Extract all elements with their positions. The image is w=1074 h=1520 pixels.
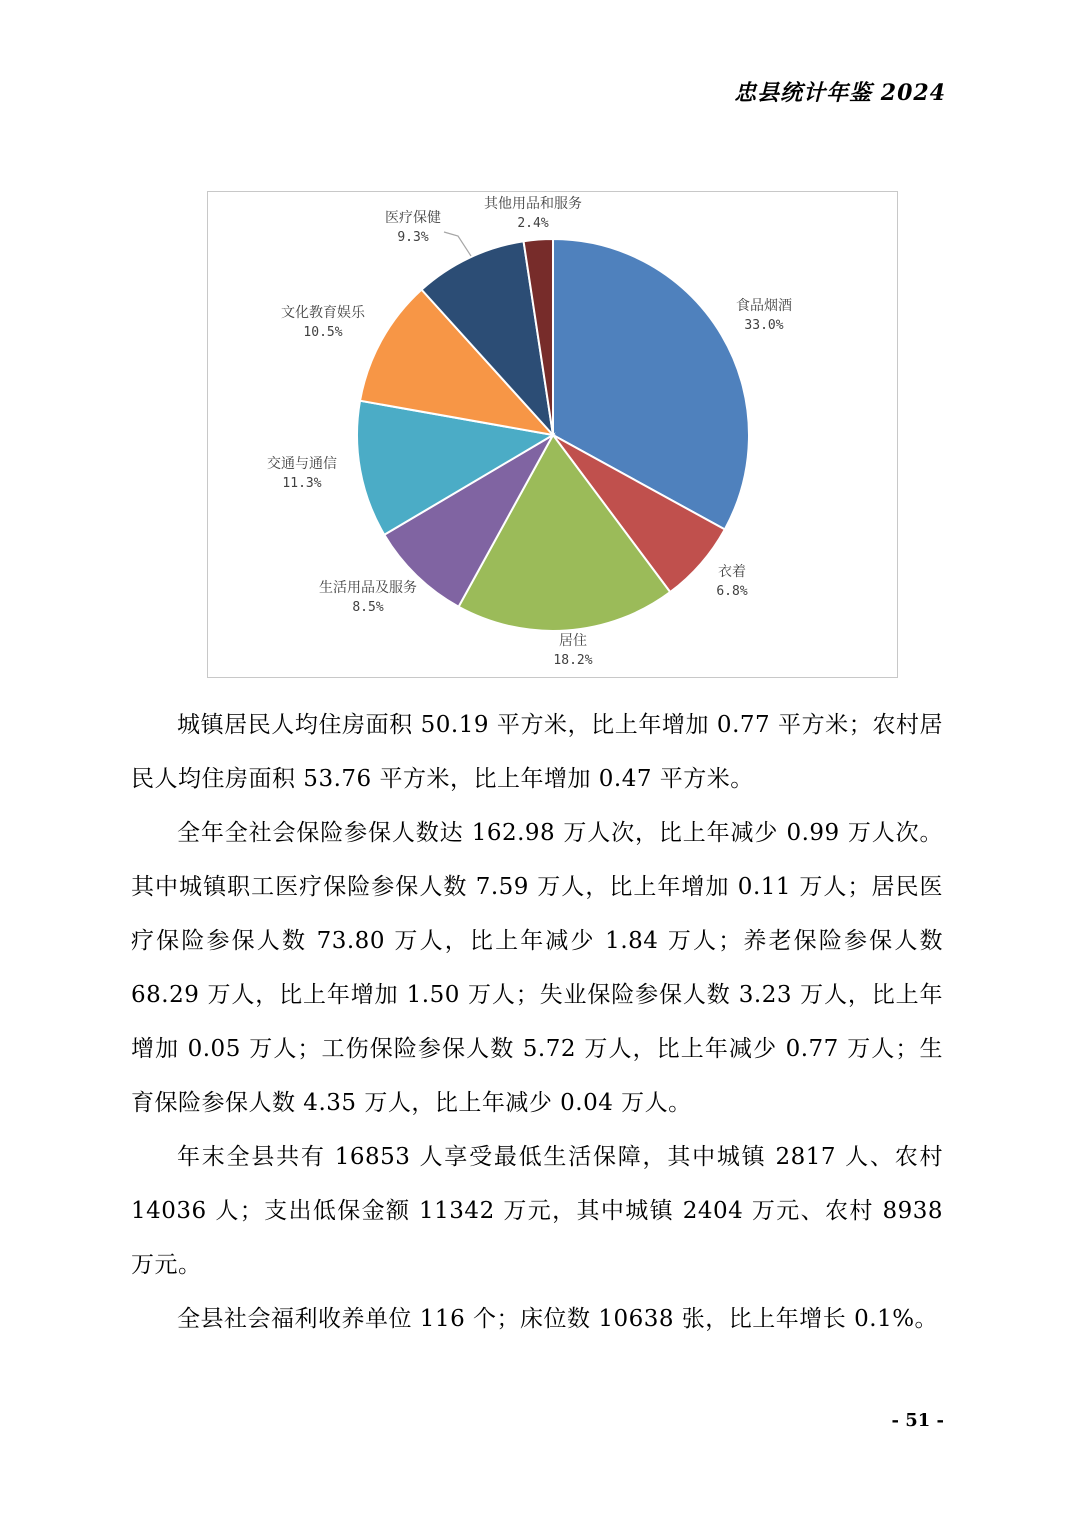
paragraph-welfare: 全县社会福利收养单位 116 个；床位数 10638 张，比上年增长 0.1%。 [177,1306,939,1332]
slice-value-label: 11.3% [282,476,322,491]
paragraph-housing: 城镇居民人均住房面积 50.19 平方米，比上年增加 0.77 平方米；农村居民人均住房面积 53.76 平方米，比上年增加 0.47 平方米。 [131,712,943,792]
slice-name-label: 交通与通信 [267,456,337,472]
slice-name-label: 食品烟酒 [736,298,792,314]
slice-name-label: 文化教育娱乐 [281,305,365,321]
expenditure-pie-chart [207,191,898,678]
paragraph-insurance: 全年全社会保险参保人数达 162.98 万人次，比上年减少 0.99 万人次。其中城镇职工医疗保险参保人数 7.59 万人，比上年增加 0.11 万人；居民医疗保险参保人数 73.80 万人，比上年减少 1.84 万人；养老保险参保人数 68.29 万人，比上年增加 1.50 万人；失业保险参保人数 3.23 万人，比上年增加 0.05 万人；工伤保险参保人数 5.72 万人，比上年减少 0.77 万人；生育保险参保人数 4.35 万人，比上年减少 0.04 万人。 [131,820,943,1116]
slice-name-label: 其他用品和服务 [484,196,582,212]
slice-name-label: 生活用品及服务 [319,580,417,596]
slice-value-label: 18.2% [553,653,593,668]
slice-value-label: 8.5% [352,600,384,615]
slice-value-label: 33.0% [744,318,784,333]
paragraph-subsistence: 年末全县共有 16853 人享受最低生活保障，其中城镇 2817 人、农村 14036 人；支出低保金额 11342 万元，其中城镇 2404 万元、农村 8938 万元。 [131,1144,943,1278]
yearbook-header: 忠县统计年鉴 2024 [734,80,946,106]
slice-value-label: 10.5% [303,325,343,340]
slice-value-label: 2.4% [517,216,549,231]
slice-name-label: 医疗保健 [385,210,441,226]
slice-name-label: 居住 [559,633,587,649]
slice-value-label: 6.8% [716,584,748,599]
leader-line [444,232,471,256]
pie-chart-canvas [208,192,899,679]
slice-name-label: 衣着 [718,564,746,580]
slice-value-label: 9.3% [397,230,429,245]
page-number: - 51 - [891,1410,944,1431]
body-text [131,698,943,1346]
